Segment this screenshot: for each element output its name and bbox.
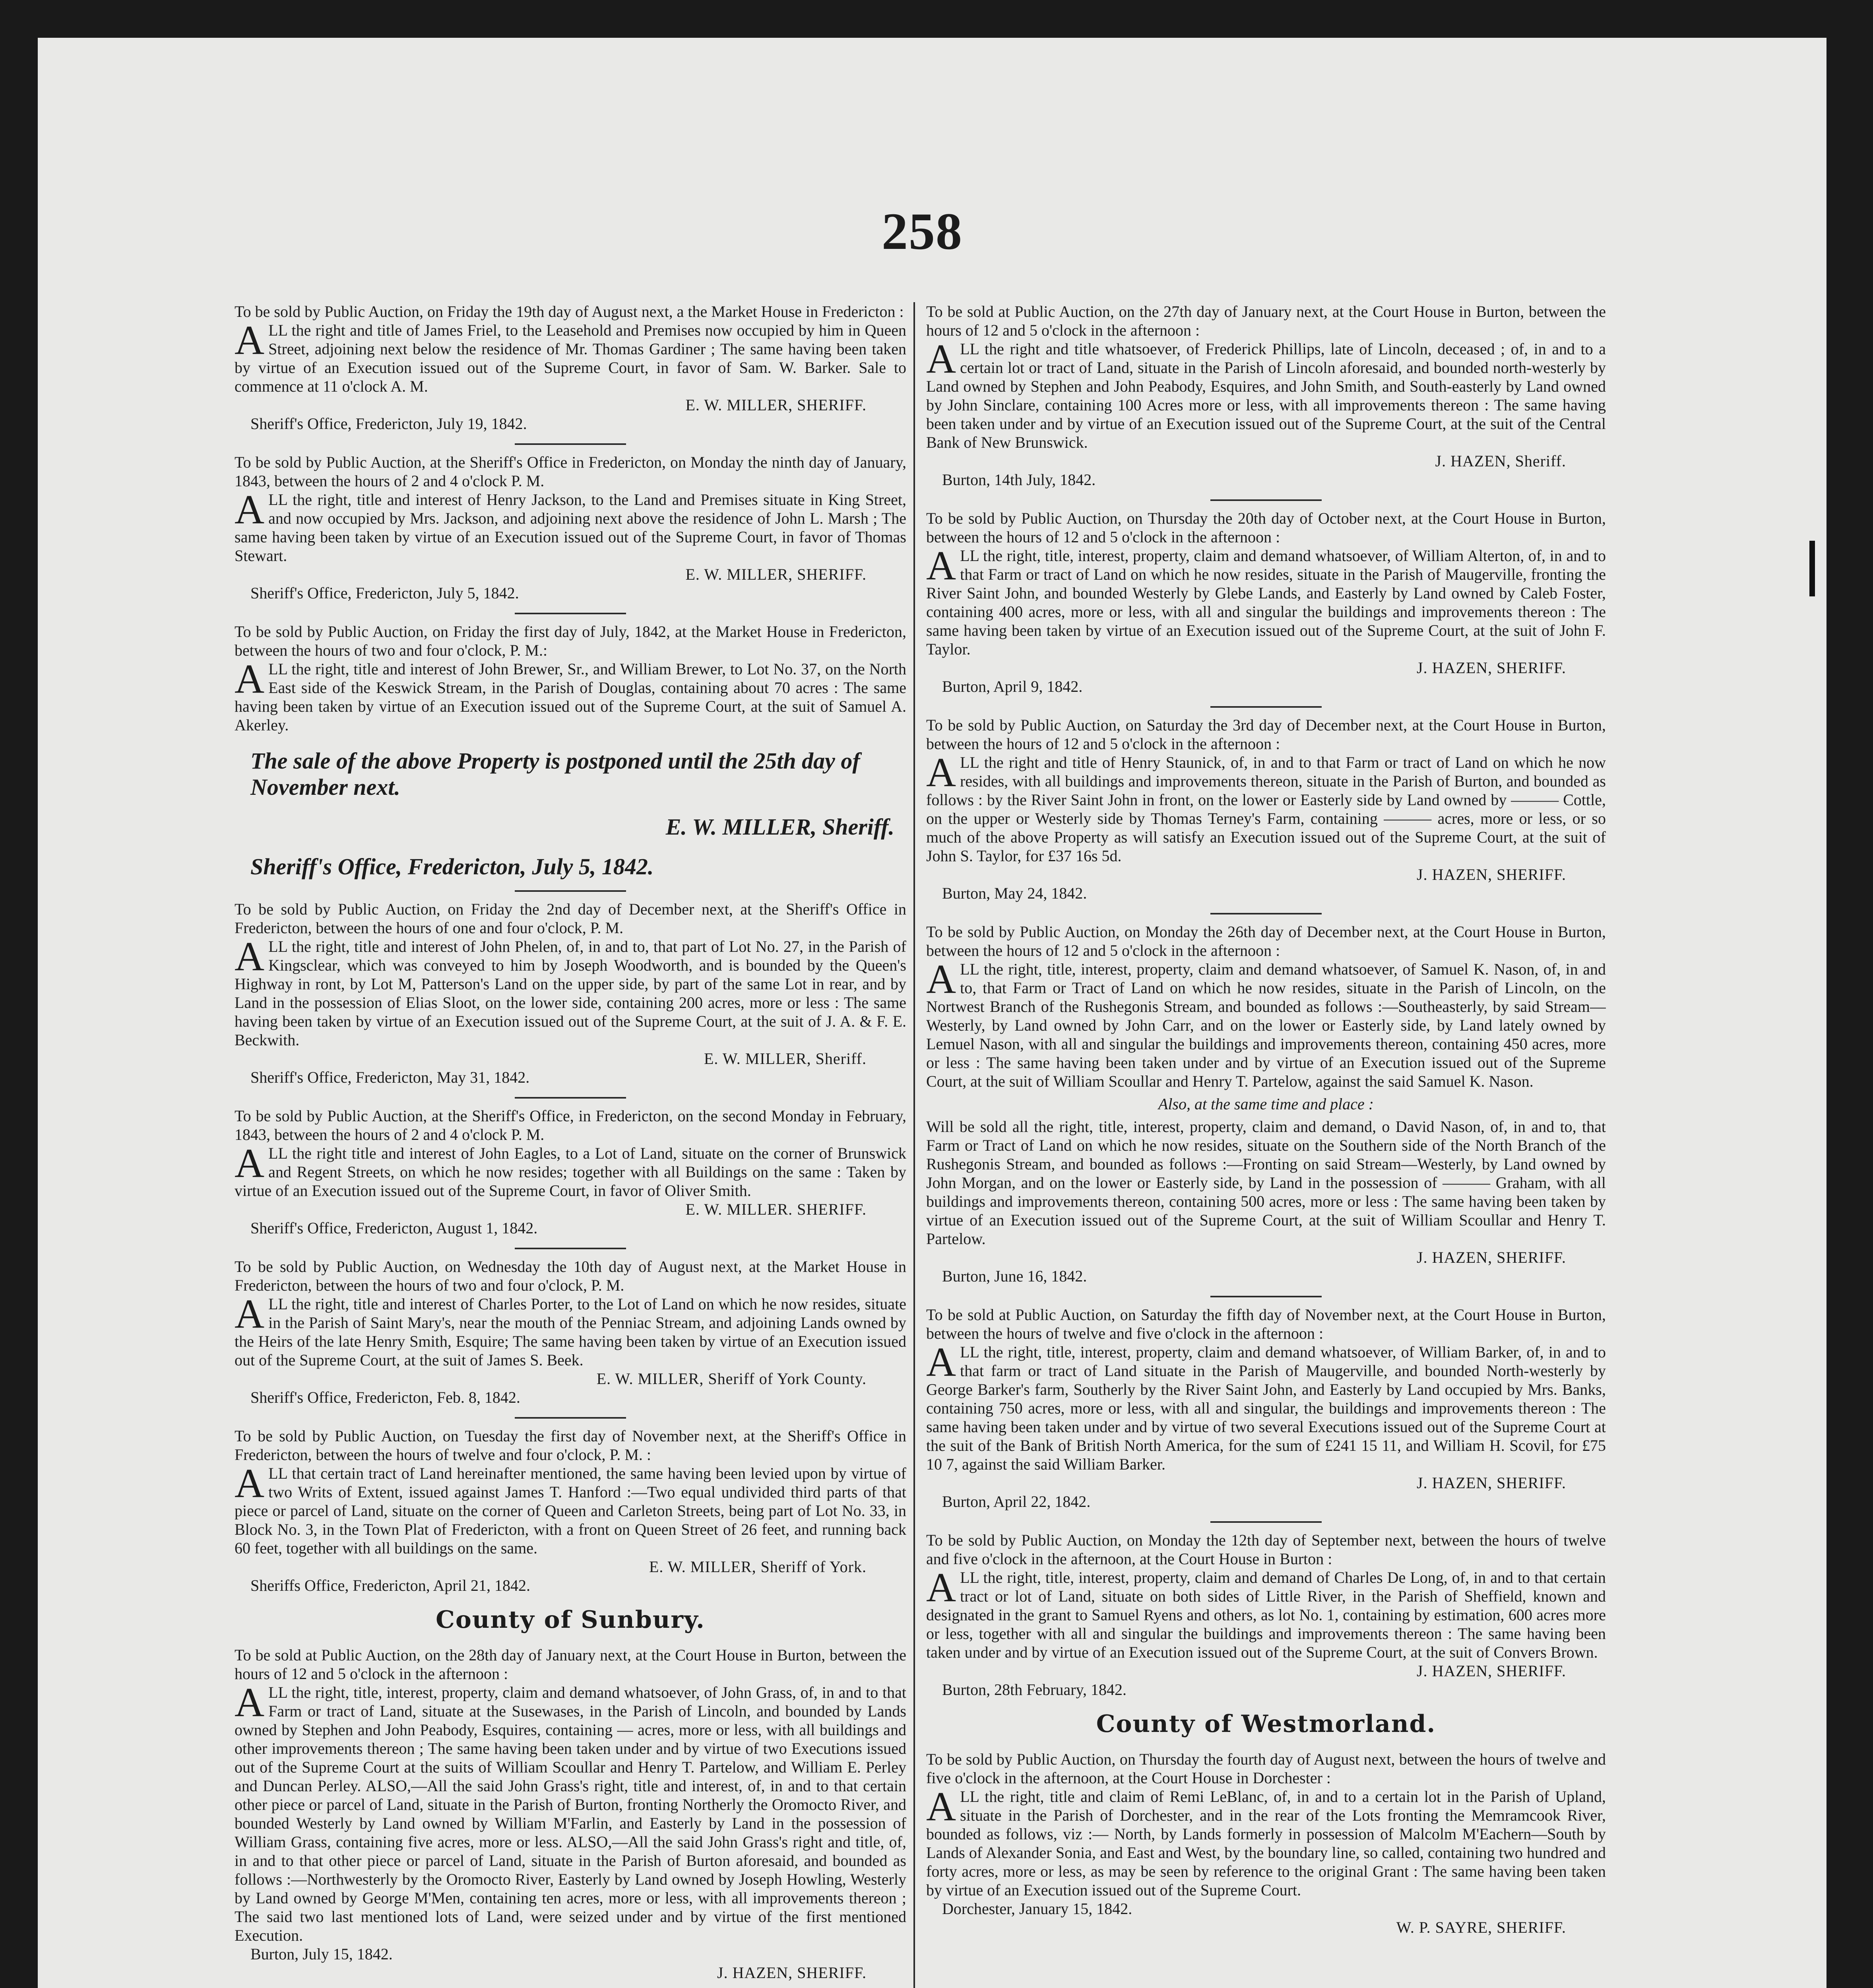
- notice-body: LL the right and title whatsoever, of Frederick Phillips, late of Lincoln, deceased ; of, in and to a certain lot or tract of Land, situate in the Parish of Lincoln aforesaid, and bounded north-westerly by Land owned by Stephen and John Peabody, Esquires, and John Smith, and South-easterly by Land owned by John Sinclare, containing 100 Acres more or less, with all improvements thereon : The same having been taken under and by virtue of an Execution issued out of the Supreme Court, at the suit of the Central Bank of New Brunswick.: [926, 340, 1606, 451]
- separator-rule: [1210, 1296, 1322, 1297]
- postponement-notice: The sale of the above Property is postponed until the 25th day of November next.: [250, 748, 860, 800]
- notice-intro: To be sold by Public Auction, on Thursday the 20th day of October next, at the Court House in Burton, between the hours of 12 and 5 o'clock in the afternoon :: [926, 509, 1606, 546]
- sheriff-signature: J. HAZEN, SHERIFF.: [1417, 1474, 1566, 1492]
- also-heading: Also, at the same time and place :: [1158, 1095, 1374, 1113]
- page-number: 258: [882, 202, 963, 260]
- separator-rule: [515, 1097, 626, 1099]
- notice-body: LL the right, title, interest, property, claim and demand whatsoever, of William Barker, of, in and to that farm or tract of Land situate in the Parish of Maugerville, and bounded North-westerly by George Barker's farm, Southerly by the River Saint John, and Easterly by Land occupied by Mrs. Banks, containing 750 acres, more or less, with all and singular, the buildings and improvements thereon : The same having been taken under and by virtue of two several Executions issued out of the Supreme Court at the suit of the Bank of British North America, for the sum of £241 15 11, and William H. Scovil, for £75 10 7, against the said William Barker.: [926, 1343, 1606, 1473]
- notice-staunick: [926, 716, 1606, 903]
- separator-rule: [515, 443, 626, 445]
- notice-intro: To be sold by Public Auction, on Monday the 26th day of December next, at the Court House in Burton, between the hours of 12 and 5 o'clock in the afternoon :: [926, 923, 1606, 959]
- county-heading-sunbury: County of Sunbury.: [436, 1606, 705, 1634]
- drop-cap: A: [926, 956, 956, 1002]
- sheriff-signature: J. HAZEN, SHERIFF.: [1417, 1248, 1566, 1266]
- sheriff-signature: E. W. MILLER, Sheriff.: [704, 1050, 867, 1068]
- notice-date: Burton, 28th February, 1842.: [942, 1681, 1127, 1699]
- right-column: [926, 302, 1606, 1988]
- notice-phelen: [235, 900, 906, 1087]
- notice-body: LL the right, title, interest, property, claim and demand of Charles De Long, of, in and to that certain tract or lot of Land, situate on both sides of Little River, in the Parish of Sheffield, known and designated in the grant to Samuel Ryens and others, as lot No. 1, containing by estimation, 600 acres more or less, together with all and singular the buildings and improvements thereon : The same having been taken under and by virtue of an Execution issued out of the Supreme Court, at the suit of Convers Brown.: [926, 1569, 1606, 1661]
- notice-intro: To be sold at Public Auction, on the 27th day of January next, at the Court House in Burton, between the hours of 12 and 5 o'clock in the afternoon :: [926, 303, 1606, 339]
- notice-date: Sheriffs Office, Fredericton, April 21, 1842.: [250, 1576, 530, 1594]
- separator-rule: [1210, 913, 1322, 914]
- notice-date: Burton, April 9, 1842.: [942, 678, 1083, 695]
- notice-date: Sheriff's Office, Fredericton, May 31, 1842.: [250, 1068, 530, 1086]
- drop-cap: A: [235, 1460, 265, 1506]
- drop-cap: A: [235, 934, 265, 979]
- notice-intro: To be sold by Public Auction, on Thursday the fourth day of August next, between the hours of twelve and five o'clock in the afternoon, at the Court House in Dorchester :: [926, 1750, 1606, 1787]
- separator-rule: [1210, 499, 1322, 501]
- notice-date: Sheriff's Office, Fredericton, Feb. 8, 1842.: [250, 1388, 520, 1406]
- notice-body: LL the right, title and interest of John Phelen, of, in and to, that part of Lot No. 27, in the Parish of Kingsclear, which was conveyed to him by Joseph Woodworth, and is bounded by the Queen's Highway in ront, by Lot M, Patterson's Land on the upper side, by part of the same Lot in rear, and by Land in the possession of Elias Sloot, on the lower side, containing 200 acres, more or less : The same having been taken by virtue of an Execution issued out of the Supreme Court, at the suit of J. A. & F. E. Beckwith.: [235, 938, 906, 1049]
- notice-porter: [235, 1257, 906, 1407]
- county-heading-westmorland: County of Westmorland.: [1096, 1710, 1436, 1738]
- drop-cap: A: [926, 1339, 956, 1385]
- edge-mark: [1809, 541, 1815, 596]
- sheriff-signature: J. HAZEN, SHERIFF.: [1417, 659, 1566, 677]
- notice-barker: [926, 1305, 1606, 1511]
- notice-intro: To be sold by Public Auction, on Wednesday the 10th day of August next, at the Market House in Fredericton, between the hours of two and four o'clock, P. M.: [235, 1258, 906, 1294]
- notice-intro: To be sold at Public Auction, on the 28th day of January next, at the Court House in Burton, between the hours of 12 and 5 o'clock in the afternoon :: [235, 1646, 906, 1683]
- sheriff-signature: E. W. MILLER, Sheriff of York.: [649, 1558, 867, 1576]
- notice-date: Burton, 14th July, 1842.: [942, 471, 1096, 489]
- notice-grass: [235, 1646, 906, 1982]
- notice-intro: To be sold by Public Auction, on Monday the 12th day of September next, between the hours of twelve and five o'clock in the afternoon, at the Court House in Burton :: [926, 1531, 1606, 1568]
- sheriff-signature: J. HAZEN, SHERIFF.: [1417, 866, 1566, 883]
- notice-leblanc: [926, 1750, 1606, 1937]
- notice-date: Burton, April 22, 1842.: [942, 1493, 1091, 1510]
- notice-body: LL the right, title, interest, property, claim and demand whatsoever, of Samuel K. Nason, of, in and to, that Farm or Tract of Land on which he now resides, situate in the Parish of Lincoln, on the Nortwest Branch of the Rushegonis Stream, and bounded as follows :—Southeasterly, by said Stream—Westerly, by Land owned by John Carr, and on the lower or Easterly side, by Land lately owned by Lemuel Nason, with all and singular the buildings and improvements thereon, containing 450 acres, more or less : The same having been taken under and by virtue of an Execution issued out of the Supreme Court, at the suit of William Scoullar and Henry T. Partelow, against the said Samuel K. Nason.: [926, 960, 1606, 1090]
- notice-intro: To be sold by Public Auction, at the Sheriff's Office in Fredericton, on Monday the ninth day of January, 1843, between the hours of 2 and 4 o'clock P. M.: [235, 453, 906, 490]
- drop-cap: A: [235, 487, 265, 532]
- notice-date: Burton, June 16, 1842.: [942, 1267, 1087, 1285]
- notice-body: LL the right, title, interest, property, claim and demand whatsoever, of William Alterton, of, in and to that Farm or tract of Land on which he now resides, situate in the Parish of Maugerville, fronting the River Saint John, and bounded Westerly by Glebe Lands, and Easterly by Land owned by Caleb Foster, containing 400 acres, more or less, with all and singular the buildings and improvements thereon : The same having been taken by virtue of an Execution issued out of the Supreme Court, at the suit of John F. Taylor.: [926, 547, 1606, 658]
- also-body: Will be sold all the right, title, interest, property, claim and demand, o David Nason, of, in and to, that Farm or Tract of Land on which he now resides, situate on the Southern side of the North Branch of the Rushegonis Stream, and bounded as follows :—Fronting on said Stream—Westerly, by Land owned by John Morgan, and on the lower or Easterly side, by Land in the possession of ——— Graham, with all buildings and improvements thereon, containing 500 acres, more or less : The same having been taken by virtue of an Execution issued out of the Supreme Court, at the suit of William Scoullar and Henry T. Partelow.: [926, 1118, 1606, 1248]
- sheriff-signature: E. W. MILLER. SHERIFF.: [685, 1200, 867, 1218]
- notice-intro: To be sold by Public Auction, on Tuesday the first day of November next, at the Sheriff's Office in Fredericton, between the hours of twelve and four o'clock, P. M. :: [235, 1427, 906, 1464]
- drop-cap: A: [235, 317, 265, 363]
- notice-intro: To be sold by Public Auction, on Friday the 2nd day of December next, at the Sheriff's Office in Fredericton, between the hours of one and four o'clock, P. M.: [235, 900, 906, 937]
- notice-body: LL the right title and interest of John Eagles, to a Lot of Land, situate on the corner of Brunswick and Regent Streets, on which he now resides; together with all Buildings on the same : Taken by virtue of an Execution issued out of the Supreme Court, in favor of Oliver Smith.: [235, 1144, 906, 1200]
- drop-cap: A: [235, 656, 265, 702]
- notice-body: LL the right, title and interest of John Brewer, Sr., and William Brewer, to Lot No. 37, on the North East side of the Keswick Stream, in the Parish of Douglas, containing about 70 acres : The same having been taken by virtue of an Execution issued out of the Supreme Court, at the suit of Samuel A. Akerley.: [235, 660, 906, 734]
- notice-date: Burton, May 24, 1842.: [942, 884, 1087, 902]
- notice-date: Burton, July 15, 1842.: [250, 1945, 393, 1963]
- notice-date: Dorchester, January 15, 1842.: [942, 1900, 1132, 1918]
- notice-intro: To be sold by Public Auction, on Friday the first day of July, 1842, at the Market House in Fredericton, between the hours of two and four o'clock, P. M.:: [235, 623, 906, 659]
- drop-cap: A: [235, 1679, 265, 1725]
- notice-body: LL that certain tract of Land hereinafter mentioned, the same having been levied upon by virtue of two Writs of Extent, issued against James T. Hanford :—Two equal undivided third parts of that piece or parcel of Land, situate on the corner of Queen and Carleton Streets, being part of Lot No. 33, in Block No. 3, in the Town Plat of Fredericton, with a front on Queen Street of 26 feet, and running back 60 feet, together with all buildings on the same.: [235, 1464, 906, 1557]
- notice-alterton: [926, 509, 1606, 696]
- notice-eagles: [235, 1107, 906, 1237]
- notice-body: LL the right, title, interest, property, claim and demand whatsoever, of John Grass, of, in and to that Farm or tract of Land, situate at the Susewases, in the Parish of Lincoln, and bounded by Lands owned by Stephen and John Peabody, Esquires, containing — acres, more or less, with all buildings and other improvements thereon ; The same having been taken under and by virtue of two Executions issued out of the Supreme Court at the suits of William Scoullar and Henry T. Partelow, and William E. Perley and Duncan Perley. ALSO,—All the said John Grass's right, title and interest, of, in and to that certain other piece or parcel of Land, situate in the Parish of Burton, fronting Northerly the Oromocto River, and bounded Westerly by Land owned by William M'Farlin, and Easterly by Land in the possession of William Grass, containing five acres, more or less. ALSO,—All the said John Grass's right and title, of, in and to that other piece or parcel of Land, situate in the Parish of Burton aforesaid, and bounded as follows :—Northwesterly by the Oromocto River, Easterly by Land owned by Joseph Howling, Westerly by Land owned by George M'Men, containing ten acres, more or less, with all improvements thereon ; The said two last mentioned lots of Land, were seized under and by virtue of the first mentioned Execution.: [235, 1683, 906, 1944]
- sheriff-signature: W. P. SAYRE, SHERIFF.: [1396, 1918, 1566, 1936]
- drop-cap: A: [926, 1565, 956, 1610]
- separator-rule: [1210, 706, 1322, 708]
- postponement-date: Sheriff's Office, Fredericton, July 5, 1842.: [250, 854, 654, 879]
- left-column: [235, 302, 906, 1988]
- notice-date: Sheriff's Office, Fredericton, July 19, 1842.: [250, 415, 527, 433]
- drop-cap: A: [235, 1140, 265, 1186]
- notice-hanford: [235, 1427, 906, 1595]
- drop-cap: A: [926, 543, 956, 588]
- postponement-signature: E. W. MILLER, Sheriff.: [665, 814, 894, 840]
- notice-body: LL the right, title and claim of Remi LeBlanc, of, in and to a certain lot in the Parish of Upland, situate in the Parish of Dorchester, and in the rear of the Lots fronting the Memramcook River, bounded as follows, viz :— North, by Lands formerly in possession of Malcolm M'Eachern—South by Lands of Alexander Sonia, and East and West, by the boundary line, so called, containing two hundred and forty acres, more or less, as may be seen by reference to the original Grant : The same having been taken by virtue of an Execution issued out of the Supreme Court.: [926, 1788, 1606, 1899]
- notice-intro: To be sold by Public Auction, at the Sheriff's Office, in Fredericton, on the second Monday in February, 1843, between the hours of 2 and 4 o'clock P. M.: [235, 1107, 906, 1143]
- drop-cap: A: [926, 336, 956, 382]
- notice-body: LL the right and title of Henry Staunick, of, in and to that Farm or tract of Land on which he now resides, with all buildings and improvements thereon, situate in the Parish of Burton, and bounded as follows : by the River Saint John in front, on the lower or Easterly side by Land owned by ——— Cottle, on the upper or Westerly side by Thomas Terney's Farm, containing ——— acres, more or less, or so much of the above Property as will satisfy an Execution issued out of the Supreme Court, at the suit of John S. Taylor, for £37 16s 5d.: [926, 753, 1606, 865]
- notice-intro: To be sold by Public Auction, on Saturday the 3rd day of December next, at the Court House in Burton, between the hours of 12 and 5 o'clock in the afternoon :: [926, 716, 1606, 753]
- sheriff-signature: J. HAZEN, SHERIFF.: [717, 1964, 867, 1982]
- notice-brewer: [235, 622, 906, 734]
- sheriff-signature: E. W. MILLER, SHERIFF.: [685, 565, 867, 583]
- sheriff-signature: J. HAZEN, Sheriff.: [1435, 452, 1566, 470]
- notice-date: Sheriff's Office, Fredericton, August 1, 1842.: [250, 1219, 538, 1237]
- column-divider: [913, 302, 915, 1988]
- drop-cap: A: [926, 1784, 956, 1829]
- notice-nason: [926, 922, 1606, 1285]
- drop-cap: A: [926, 749, 956, 795]
- notice-body: LL the right and title of James Friel, to the Leasehold and Premises now occupied by him in Queen Street, adjoining next below the residence of Mr. Thomas Gardiner ; The same having been taken by virtue of an Execution issued out of the Supreme Court, in favor of Sam. W. Barker. Sale to commence at 11 o'clock A. M.: [235, 321, 906, 395]
- notice-intro: To be sold at Public Auction, on Saturday the fifth day of November next, at the Court House in Burton, between the hours of twelve and five o'clock in the afternoon :: [926, 1306, 1606, 1342]
- notice-intro: To be sold by Public Auction, on Friday the 19th day of August next, a the Market House in Fredericton :: [235, 303, 904, 320]
- notice-body: LL the right, title and interest of Charles Porter, to the Lot of Land on which he now resides, situate in the Parish of Saint Mary's, near the mouth of the Penniac Stream, and adjoining Lands owned by the Heirs of the late Henry Smith, Esquire; The same having been taken by virtue of an Execution issued out of the Supreme Court, at the suit of James S. Beek.: [235, 1295, 906, 1369]
- notice-body: LL the right, title and interest of Henry Jackson, to the Land and Premises situate in King Street, and now occupied by Mrs. Jackson, and adjoining next above the residence of John L. Marsh ; The same having been taken by virtue of an Execution issued out of the Supreme Court, in favor of Thomas Stewart.: [235, 491, 906, 565]
- notice-date: Sheriff's Office, Fredericton, July 5, 1842.: [250, 584, 519, 602]
- separator-rule: [1210, 1521, 1322, 1523]
- notice-phillips: [926, 302, 1606, 489]
- notice-jackson: [235, 453, 906, 602]
- separator-rule: [515, 1248, 626, 1249]
- drop-cap: A: [235, 1291, 265, 1337]
- notice-delong: [926, 1531, 1606, 1699]
- sheriff-signature: J. HAZEN, SHERIFF.: [1417, 1662, 1566, 1680]
- sheriff-signature: E. W. MILLER, Sheriff of York County.: [596, 1370, 867, 1388]
- separator-rule: [515, 890, 626, 892]
- sheriff-signature: E. W. MILLER, SHERIFF.: [685, 396, 867, 414]
- separator-rule: [515, 613, 626, 614]
- notice-friel: [235, 302, 906, 433]
- separator-rule: [515, 1417, 626, 1419]
